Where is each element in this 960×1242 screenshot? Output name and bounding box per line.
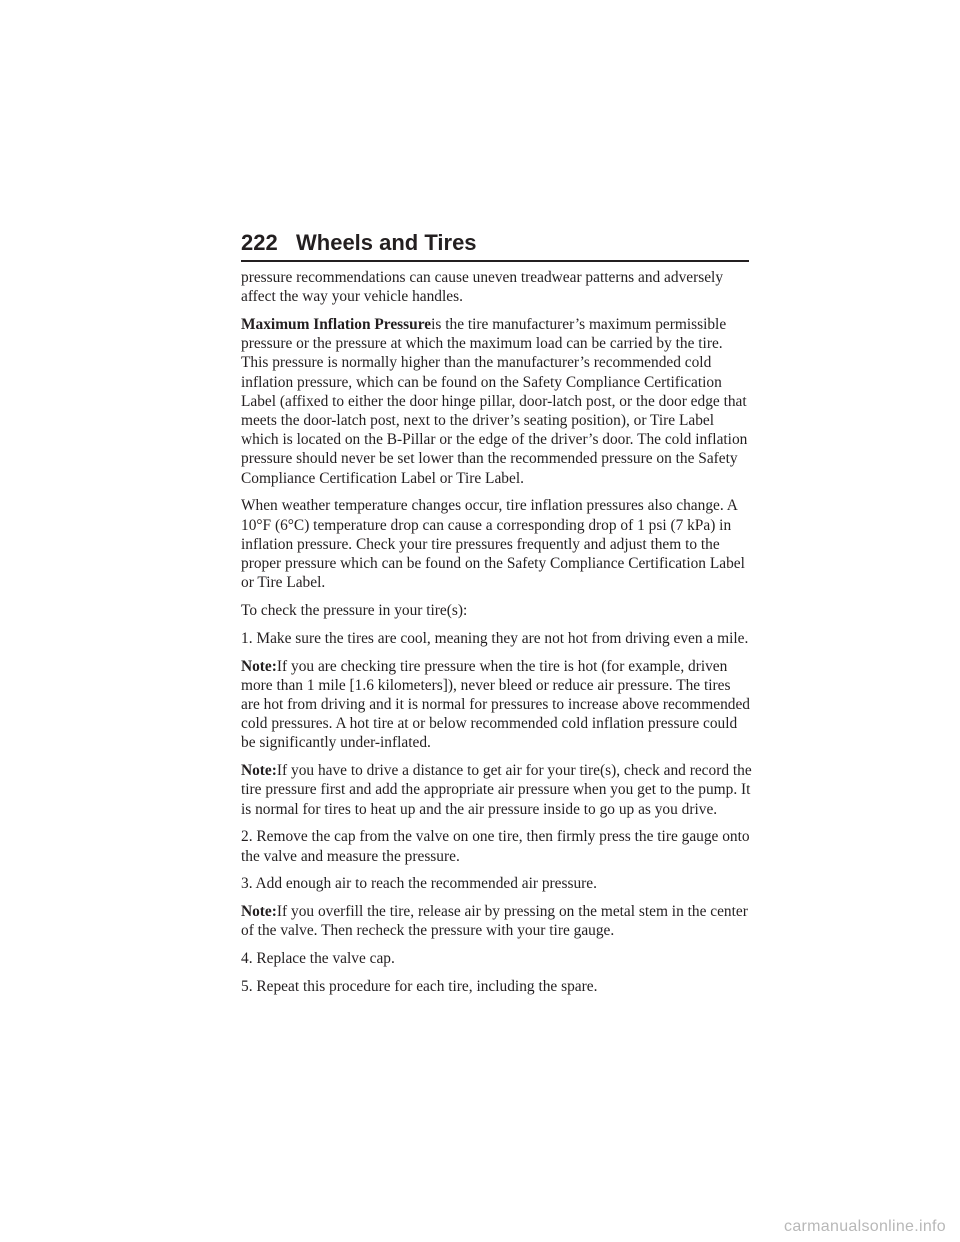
step-3: 3. Add enough air to reach the recommended air pressure.: [241, 875, 597, 893]
note-hot-tire: Note:If you are checking tire pressure when the tire is hot (for example, driven more than 1 mile [1.6 kilometers]), never bleed or reduce air pressure. The tires are hot from driving and it is normal for pressures to increase above recommended cold pressures. A hot tire at or below recommended cold inflation pressure could be significantly under-inflated.: [241, 657, 751, 752]
step-1: 1. Make sure the tires are cool, meaning they are not hot from driving even a mile.: [241, 629, 749, 647]
paragraph-weather-temperature: When weather temperature changes occur, tire inflation pressures also change. A 10°F (6°C) temperature drop can cause a corresponding drop of 1 psi (7 kPa) in inflation pressure. Check your tire pressures frequently and adjust them to the proper pressure which can be found on the Safety Compliance Certification Label or Tire Label.: [241, 497, 745, 592]
page-body: [241, 268, 753, 1005]
term-maximum-inflation-pressure: Maximum Inflation Pressure: [241, 316, 432, 333]
page-number: 222: [241, 230, 278, 255]
section-title: Wheels and Tires: [296, 230, 477, 255]
note-label: Note:: [241, 657, 277, 675]
paragraph-maximum-inflation: Maximum Inflation Pressureis the tire manufacturer’s maximum permissible pressure or the pressure at which the maximum load can be carried by the tire. This pressure is normally higher than the manufacturer’s recommended cold inflation pressure, which can be found on the Safety Compliance Certification Label (affixed to either the door hinge pillar, door-latch post, or the door edge that meets the door-latch post, next to the driver’s seating position), or Tire Label which is located on the B-Pillar or the edge of the driver’s door. The cold inflation pressure should never be set lower than the recommended pressure on the Safety Compliance Certification Label or Tire Label.: [241, 316, 748, 487]
header-divider: [241, 260, 749, 262]
note-label: Note:: [241, 903, 277, 921]
note-drive-distance: Note:If you have to drive a distance to get air for your tire(s), check and record the tire pressure first and add the appropriate air pressure when you get to the pump. It is normal for tires to heat up and the air pressure inside to go up as you drive.: [241, 762, 752, 818]
page-header: [241, 230, 749, 264]
watermark: carmanualsonline.info: [784, 1218, 946, 1235]
note-overfill: Note:If you overfill the tire, release air by pressing on the metal stem in the center of the valve. Then recheck the pressure with your tire gauge.: [241, 903, 748, 940]
step-2: 2. Remove the cap from the valve on one tire, then firmly press the tire gauge onto the valve and measure the pressure.: [241, 828, 750, 865]
note-label: Note:: [241, 762, 277, 780]
step-5: 5. Repeat this procedure for each tire, including the spare.: [241, 978, 598, 996]
step-4: 4. Replace the valve cap.: [241, 950, 395, 968]
paragraph-check-intro: To check the pressure in your tire(s):: [241, 602, 468, 620]
paragraph-treadwear: pressure recommendations can cause uneven treadwear patterns and adversely affect the way your vehicle handles.: [241, 269, 724, 306]
